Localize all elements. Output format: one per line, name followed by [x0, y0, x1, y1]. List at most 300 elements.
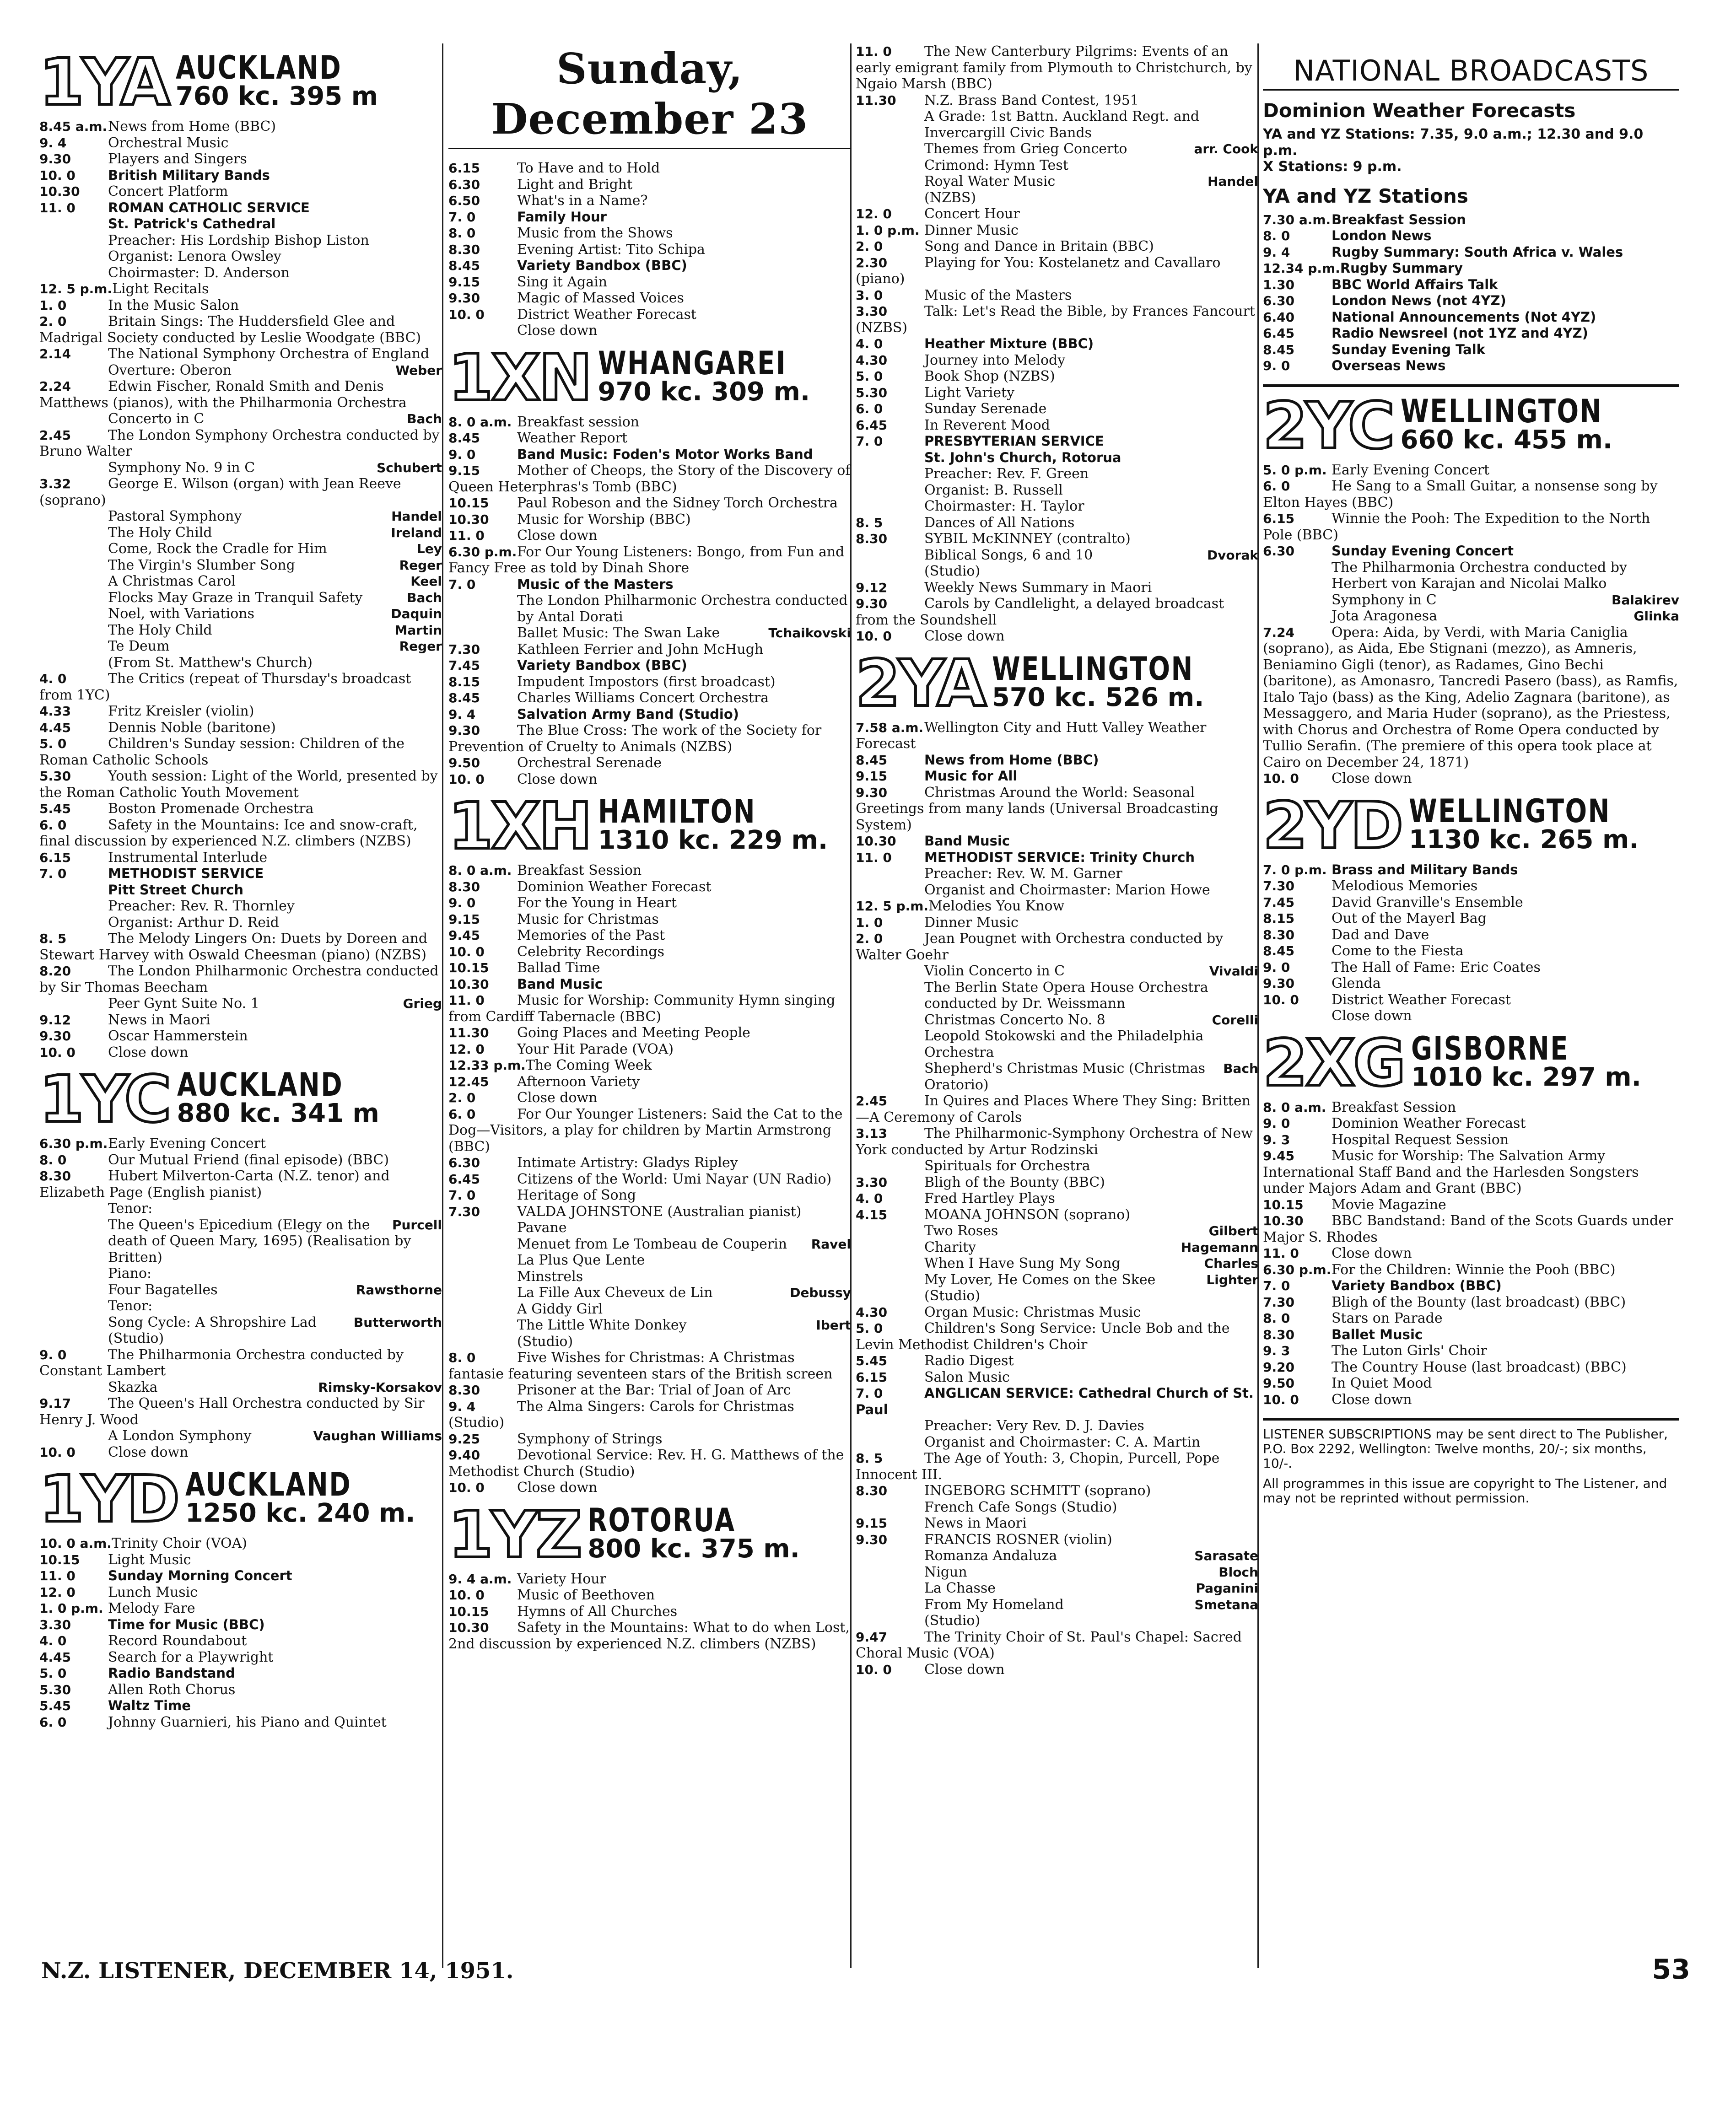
programme-title: Impudent Impostors (first broadcast) — [517, 673, 776, 690]
programme-item — [856, 1174, 1258, 1191]
programme-time: 7. 0 — [448, 209, 476, 225]
station-frequency: 1310 kc. 229 m. — [598, 825, 828, 855]
programme-composer: Butterworth — [353, 1314, 442, 1330]
programme-title: ANGLICAN SERVICE: Cathedral Church of St. Paul — [856, 1385, 1254, 1417]
programme-time: 5. 0 — [39, 736, 67, 751]
programme-item — [856, 1629, 1258, 1662]
programme-item — [39, 1714, 442, 1731]
programme-time: 5. 0 — [856, 1321, 883, 1336]
programme-item — [39, 1568, 442, 1584]
programme-time: 7.30 — [448, 1204, 480, 1219]
programme-item — [1263, 910, 1679, 927]
programme-title: Variety Bandbox (BBC) — [517, 657, 687, 673]
footer-publication: N.Z. LISTENER, DECEMBER 14, 1951. — [41, 1958, 514, 1984]
programme-time: 6.30 — [448, 177, 480, 192]
programme-title: Preacher: His Lordship Bishop Liston — [108, 232, 369, 248]
programme-item — [1263, 277, 1679, 293]
programme-item — [39, 557, 442, 574]
programme-item — [39, 200, 442, 216]
programme-time: 2. 0 — [39, 314, 67, 329]
station-frequency: 570 kc. 526 m. — [992, 682, 1204, 712]
programme-time: 9. 0 — [448, 447, 476, 462]
programme-time: 10.30 — [448, 976, 489, 992]
programme-title: (Studio) — [108, 1330, 164, 1346]
programme-time: 10. 0 — [856, 1662, 892, 1677]
programme-title: Sing it Again — [517, 274, 608, 290]
programme-time: 6.15 — [1263, 511, 1295, 526]
programme-title: Skazka — [108, 1379, 158, 1395]
programme-title: In Quires and Places Where They Sing: Britten—A Ceremony of Carols — [856, 1093, 1251, 1125]
programme-time: 7.24 — [1263, 624, 1295, 640]
programme-time: 9.15 — [448, 463, 480, 478]
station-header — [1263, 788, 1679, 863]
station-2xg — [1263, 1026, 1679, 1408]
programme-item — [1263, 1099, 1679, 1116]
station-frequency: 800 kc. 375 m. — [588, 1534, 800, 1564]
programme-item — [39, 1552, 442, 1568]
programme-title: Christmas Concerto No. 8 — [924, 1012, 1105, 1028]
station-info — [598, 344, 834, 407]
programme-title: A Christmas Carol — [108, 573, 236, 589]
programme-item — [448, 576, 851, 593]
programme-title: Light Variety — [924, 384, 1015, 401]
programme-item — [856, 222, 1258, 239]
station-info — [598, 793, 828, 855]
programme-item — [448, 1317, 851, 1334]
programme-item — [448, 1480, 851, 1496]
programme-item — [448, 625, 851, 641]
programme-item — [39, 362, 442, 379]
programme-composer: Charles — [1204, 1256, 1258, 1271]
programme-time: 9.30 — [1263, 976, 1295, 991]
programme-composer: Weber — [395, 362, 442, 378]
programme-item — [39, 525, 442, 541]
station-callsign: 1YD — [39, 1462, 178, 1537]
programme-item — [1263, 244, 1679, 261]
programme-item — [856, 1483, 1258, 1499]
national-broadcasts-heading: NATIONAL BROADCASTS — [1263, 43, 1679, 91]
programme-time: 5.30 — [39, 1682, 71, 1697]
programme-item — [39, 232, 442, 249]
programme-time: 8.45 — [1263, 342, 1295, 357]
programme-time: 9.30 — [448, 291, 480, 306]
programme-item — [856, 980, 1258, 1012]
programme-item — [856, 515, 1258, 531]
programme-title: Citizens of the World: Umi Nayar (UN Radio) — [517, 1171, 832, 1187]
programme-composer: Paganini — [1196, 1581, 1258, 1596]
programme-title: Carols by Candlelight, a delayed broadcast from the Soundshell — [856, 596, 1224, 628]
programme-item — [856, 1353, 1258, 1369]
programme-composer: Daquin — [391, 606, 442, 621]
programme-item — [1263, 992, 1679, 1008]
programme-time: 9.30 — [856, 785, 888, 800]
programme-title: Ballet Music — [1332, 1326, 1423, 1342]
station-header — [39, 1062, 442, 1137]
programme-item — [1263, 478, 1679, 511]
programme-item — [448, 1074, 851, 1090]
programme-time: 6. 0 — [39, 1714, 67, 1730]
programme-time: 7. 0 — [1263, 1278, 1290, 1293]
programme-item — [856, 401, 1258, 417]
programme-time: 6. 0 — [39, 817, 67, 833]
programme-time: 10.15 — [448, 495, 489, 511]
programme-title: A Grade: 1st Battn. Auckland Regt. and Invercargill Civic Bands — [924, 108, 1200, 141]
programme-title: Going Places and Meeting People — [517, 1025, 750, 1041]
programme-item — [856, 92, 1258, 109]
programme-item — [39, 850, 442, 866]
programme-item — [448, 911, 851, 928]
programme-item — [448, 992, 851, 1025]
programme-time: 9. 3 — [1263, 1132, 1290, 1147]
programme-title: Waltz Time — [108, 1698, 191, 1713]
programme-item — [448, 1301, 851, 1318]
programme-item — [39, 1444, 442, 1461]
programme-title: The London Symphony Orchestra conducted by Bruno Walter — [39, 427, 440, 459]
programme-title: Paul Robeson and the Sidney Torch Orchestra — [517, 495, 838, 511]
programme-item — [39, 1330, 442, 1347]
station-city: WELLINGTON — [1409, 792, 1611, 830]
programme-item — [856, 255, 1258, 287]
programme-title: SYBIL McKINNEY (contralto) — [924, 531, 1131, 547]
station-1yz — [448, 1497, 851, 1652]
programme-time: 6.45 — [856, 417, 888, 433]
programme-time: 5.30 — [39, 769, 71, 784]
programme-title: Concerto in C — [108, 411, 205, 427]
programme-item — [856, 1288, 1258, 1304]
programme-item — [39, 1152, 442, 1168]
programme-time: 11. 0 — [39, 1568, 75, 1583]
programme-time: 11. 0 — [448, 528, 485, 543]
programme-title: Orchestral Music — [108, 135, 229, 151]
programme-time: 6. 0 — [1263, 479, 1290, 494]
programme-time: 6.15 — [39, 850, 71, 865]
programme-title: Nigun — [924, 1564, 967, 1580]
programme-title: Hubert Milverton-Carta (N.Z. tenor) and Elizabeth Page (English pianist) — [39, 1168, 390, 1200]
programme-title: (Studio) — [924, 1613, 981, 1629]
programme-time: 10. 0 — [39, 1044, 75, 1060]
programme-title: Kathleen Ferrier and John McHugh — [517, 641, 764, 657]
programme-title: Music of Beethoven — [517, 1587, 655, 1603]
programme-time: 5.30 — [856, 385, 888, 400]
programme-title: Playing for You: Kostelanetz and Cavallaro (piano) — [856, 254, 1221, 287]
programme-time: 11. 0 — [856, 850, 892, 865]
programme-time: 9.30 — [856, 1532, 888, 1547]
programme-item — [1263, 1359, 1679, 1376]
programme-composer: Purcell — [392, 1217, 442, 1233]
programme-composer: Bach — [1223, 1061, 1258, 1076]
programme-time: 6.30 — [1263, 544, 1295, 559]
programme-item — [856, 1613, 1258, 1629]
programme-time: 8.30 — [1263, 927, 1295, 942]
programme-title: Close down — [924, 1661, 1005, 1678]
programme-item — [448, 160, 851, 177]
programme-title: Dances of All Nations — [924, 514, 1075, 531]
programme-composer: Smetana — [1194, 1597, 1258, 1612]
programme-time: 7. 0 — [856, 1386, 883, 1401]
programme-item — [1263, 894, 1679, 911]
programme-time: 6.30 — [1263, 293, 1295, 308]
programme-item — [1263, 770, 1679, 787]
programme-item — [448, 1041, 851, 1058]
programme-title: Players and Singers — [108, 151, 247, 167]
programme-title: METHODIST SERVICE: Trinity Church — [924, 849, 1195, 865]
programme-composer: Reger — [399, 557, 442, 573]
programme-title: Bligh of the Bounty (last broadcast) (BBC) — [1332, 1294, 1626, 1310]
programme-time: 4.33 — [39, 704, 71, 719]
programme-title: Close down — [517, 528, 598, 544]
programme-item — [39, 1347, 442, 1379]
programme-item — [856, 173, 1258, 190]
programme-item — [448, 463, 851, 495]
programme-time: 11. 0 — [856, 44, 892, 59]
programme-title: Close down — [517, 323, 598, 339]
programme-title: News in Maori — [108, 1012, 210, 1028]
programme-item — [448, 1236, 851, 1253]
programme-composer: Bloch — [1218, 1564, 1258, 1580]
programme-item — [39, 720, 442, 736]
programme-title: News from Home (BBC) — [108, 118, 276, 135]
station-info — [1409, 792, 1661, 855]
programme-time: 9.47 — [856, 1629, 888, 1645]
programme-title: The Coming Week — [525, 1057, 652, 1073]
programme-title: Choirmaster: D. Anderson — [108, 264, 290, 281]
programme-item — [39, 118, 442, 135]
programme-item — [39, 1044, 442, 1061]
programme-item — [1263, 959, 1679, 976]
programme-item — [856, 866, 1258, 882]
station-city: GISBORNE — [1411, 1029, 1569, 1067]
programme-item — [39, 476, 442, 508]
programme-title: Romanza Andaluza — [924, 1548, 1057, 1564]
programme-title: Stars on Parade — [1332, 1310, 1443, 1326]
programme-composer: Dvorak — [1207, 547, 1258, 563]
programme-time: 6. 0 — [856, 401, 883, 416]
programme-time: 8. 0 a.m. — [448, 414, 512, 430]
programme-title: Come, Rock the Cradle for Him — [108, 541, 327, 557]
programme-title: Search for a Playwright — [108, 1649, 274, 1665]
programme-item — [1263, 1392, 1679, 1408]
programme-time: 12. 0 — [856, 206, 892, 221]
programme-title: Menuet from Le Tombeau de Couperin — [517, 1236, 787, 1252]
programme-item — [448, 1155, 851, 1171]
programme-title: Weather Report — [517, 430, 628, 446]
programme-time: 9.15 — [856, 769, 888, 784]
programme-time: 8.30 — [856, 1483, 888, 1498]
programme-time: 9.15 — [856, 1516, 888, 1531]
programme-title: The Philharmonic-Symphony Orchestra of New York conducted by Artur Rodzinski — [856, 1125, 1253, 1158]
programme-time: 6.15 — [856, 1369, 888, 1385]
programme-item — [1263, 462, 1679, 479]
programme-item — [856, 833, 1258, 850]
programme-time: 9.30 — [448, 723, 480, 738]
programme-time: 10.30 — [39, 184, 80, 199]
station-1xh — [448, 789, 851, 1496]
programme-time: 10.15 — [1263, 1197, 1304, 1212]
programme-time: 2. 0 — [856, 239, 883, 254]
programme-item — [39, 216, 442, 232]
programme-title: Children's Sunday session: Children of the Roman Catholic Schools — [39, 736, 405, 768]
programme-title: Organist: Arthur D. Reid — [108, 914, 279, 931]
programme-item — [856, 1434, 1258, 1451]
programme-time: 9.45 — [448, 928, 480, 943]
programme-time: 7.30 a.m. — [1263, 212, 1331, 227]
programme-item — [448, 862, 851, 879]
programme-time: 6.30 p.m. — [39, 1136, 108, 1151]
programme-title: Lunch Music — [108, 1584, 198, 1600]
programme-title: A Giddy Girl — [517, 1301, 603, 1317]
programme-item — [448, 960, 851, 976]
programme-time: 10.15 — [448, 1604, 489, 1619]
programme-item — [856, 1515, 1258, 1532]
programme-item — [856, 1060, 1258, 1093]
programme-time: 1. 0 — [856, 915, 883, 930]
programme-title: Talk: Let's Read the Bible, by Frances Fancourt (NZBS) — [856, 303, 1255, 336]
programme-item — [856, 287, 1258, 304]
programme-item — [1263, 1327, 1679, 1343]
programme-time: 10.15 — [448, 960, 489, 975]
programme-title: Close down — [924, 628, 1005, 644]
station-info — [185, 1466, 415, 1528]
programme-item — [39, 963, 442, 996]
station-callsign: 1XH — [448, 789, 591, 864]
station-city: WELLINGTON — [992, 650, 1194, 688]
weather-heading: Dominion Weather Forecasts — [1263, 99, 1576, 122]
programme-item — [448, 258, 851, 274]
programme-item — [448, 1571, 851, 1588]
programme-title: La Plus Que Lente — [517, 1252, 645, 1268]
station-city: WHANGAREI — [598, 344, 787, 382]
programme-item — [856, 580, 1258, 596]
copyright-note: All programmes in this issue are copyright to The Listener, and may not be reprinted without permission. — [1263, 1476, 1667, 1506]
programme-title: Choirmaster: H. Taylor — [924, 498, 1084, 514]
programme-item — [1263, 1115, 1679, 1132]
programme-time: 5.45 — [39, 1698, 71, 1713]
programme-item — [448, 1204, 851, 1220]
programme-title: Two Roses — [924, 1223, 998, 1239]
programme-title: Rugby Summary — [1340, 260, 1463, 276]
programme-title: My Lover, He Comes on the Skee — [924, 1271, 1156, 1288]
programme-title: Safety in the Mountains: Ice and snow-craft, final discussion by experienced N.Z. climbers (NZBS) — [39, 817, 418, 849]
programme-item — [856, 417, 1258, 434]
programme-composer: Balakirev — [1612, 592, 1679, 608]
programme-time: 10. 0 — [39, 167, 75, 183]
programme-time: 4. 0 — [39, 671, 67, 686]
station-callsign: 2YA — [856, 646, 985, 721]
programme-item — [39, 1617, 442, 1633]
programme-title: Early Evening Concert — [108, 1136, 266, 1152]
programme-time: 8. 5 — [856, 515, 883, 530]
programme-time: 8.45 — [448, 258, 480, 273]
programme-item — [39, 1428, 442, 1444]
programme-time: 10.30 — [856, 834, 896, 849]
programme-time: 2.45 — [39, 427, 71, 443]
programme-title: (From St. Matthew's Church) — [108, 654, 313, 671]
programme-time: 8. 0 — [1263, 228, 1290, 243]
programme-item — [39, 768, 442, 801]
programme-time: 2.45 — [856, 1093, 888, 1109]
programme-time: 8. 0 — [448, 226, 476, 241]
programme-item — [448, 511, 851, 528]
programme-item — [39, 1584, 442, 1601]
programme-title: Crimond: Hymn Test — [924, 157, 1068, 173]
programme-item — [39, 346, 442, 362]
programme-time: 12. 5 p.m. — [856, 899, 929, 914]
programme-time: 9.40 — [448, 1448, 480, 1463]
programme-item — [448, 447, 851, 463]
programme-time: 10. 0 — [856, 629, 892, 644]
programme-title: Close down — [108, 1044, 189, 1060]
programme-title: Song and Dance in Britain (BBC) — [924, 238, 1154, 254]
programme-time: 10. 0 — [1263, 1392, 1299, 1407]
programme-title: The Luton Girls' Choir — [1332, 1343, 1487, 1359]
programme-title: Preacher: Rev. W. M. Garner — [924, 866, 1122, 882]
programme-time: 6.45 — [448, 1171, 480, 1187]
programme-title: BBC World Affairs Talk — [1332, 276, 1498, 292]
programme-item — [39, 915, 442, 931]
programme-title: Te Deum — [108, 638, 170, 654]
programme-item — [856, 1012, 1258, 1028]
programme-title: Fred Hartley Plays — [924, 1190, 1055, 1206]
programme-title: Leopold Stokowski and the Philadelphia Orchestra — [924, 1028, 1204, 1060]
programme-title: The Hall of Fame: Eric Coates — [1332, 959, 1541, 975]
programme-time: 11.30 — [856, 92, 896, 108]
programme-time: 10. 0 — [1263, 992, 1299, 1007]
programme-time: 8.15 — [1263, 911, 1295, 926]
programme-composer: Sarasate — [1194, 1548, 1258, 1563]
station-frequency: 1130 kc. 265 m. — [1409, 824, 1639, 855]
programme-time: 8.45 a.m. — [39, 119, 108, 134]
programme-title: (Studio) — [924, 563, 981, 579]
programme-time: 9. 3 — [1263, 1343, 1290, 1358]
programme-time: 3.30 — [856, 304, 888, 319]
programme-title: Preacher: Rev. F. Green — [924, 466, 1089, 482]
programme-title: Dominion Weather Forecast — [1332, 1115, 1526, 1131]
programme-item — [448, 690, 851, 706]
programme-title: Close down — [517, 771, 598, 787]
station-1yd — [39, 1462, 442, 1730]
programme-item — [448, 674, 851, 690]
programme-title: Organ Music: Christmas Music — [924, 1304, 1141, 1320]
programme-item — [39, 606, 442, 622]
programme-title: Variety Bandbox (BBC) — [1332, 1278, 1502, 1293]
programme-time: 12. 0 — [39, 1584, 75, 1600]
programme-item — [856, 1093, 1258, 1125]
programme-item — [448, 1285, 851, 1301]
programme-title: FRANCIS ROSNER (violin) — [924, 1531, 1112, 1548]
programme-item — [856, 1564, 1258, 1581]
yayz-list — [1263, 212, 1679, 374]
programme-title: Dennis Noble (baritone) — [108, 719, 276, 736]
station-frequency: 1250 kc. 240 m. — [185, 1498, 415, 1528]
programme-time: 5. 0 — [39, 1666, 67, 1681]
programme-title: Close down — [1332, 770, 1412, 786]
programme-composer: Vivaldi — [1209, 963, 1258, 979]
programme-time: 9. 0 — [1263, 1116, 1290, 1131]
programme-time: 5. 0 p.m. — [1263, 462, 1327, 478]
programme-item — [448, 706, 851, 723]
programme-title: INGEBORG SCHMITT (soprano) — [924, 1483, 1151, 1499]
programme-item — [448, 495, 851, 511]
programme-item — [856, 882, 1258, 899]
programme-time: 9.12 — [856, 580, 888, 595]
programme-time: 9. 0 — [39, 1347, 67, 1362]
programme-item — [448, 1106, 851, 1155]
programme-time: 11.30 — [448, 1025, 489, 1040]
programme-item — [1263, 228, 1679, 244]
programme-title: Safety in the Mountains: What to do when Lost, 2nd discussion by experienced N.Z. climbers (NZBS) — [448, 1620, 850, 1652]
station-callsign: 2YD — [1263, 788, 1402, 863]
station-info — [1400, 392, 1653, 455]
